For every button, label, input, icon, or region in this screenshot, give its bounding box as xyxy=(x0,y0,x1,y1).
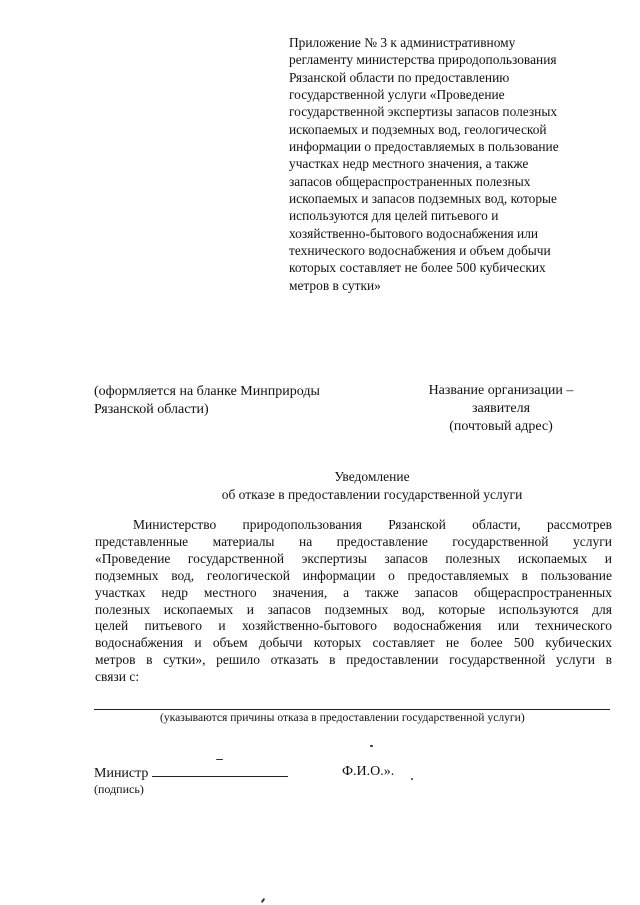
body-line: целей питьевого и хозяйственно-бытового водоснабжения или технического xyxy=(95,618,612,634)
reason-fill-line xyxy=(94,709,610,710)
appendix-line: участках недр местного значения, а также xyxy=(289,156,529,172)
scan-speck xyxy=(411,778,413,780)
letterhead-note-line: Рязанской области) xyxy=(94,401,209,417)
signature-row xyxy=(94,764,288,782)
body-line: полезных ископаемых и запасов подземных вод, которые используются для xyxy=(95,601,612,617)
signature-hint: (подпись) xyxy=(94,782,144,796)
body-line: представленные материалы на предоставление государственной услуги xyxy=(95,533,612,549)
document-title: Уведомление xyxy=(334,469,410,484)
body-line: связи с: xyxy=(95,669,140,685)
appendix-line: хозяйственно-бытового водоснабжения или xyxy=(289,225,539,241)
body-line: участках недр местного значения, а также запасов общераспространенных xyxy=(95,584,612,600)
scan-speck xyxy=(261,898,266,903)
recipient-line: Название организации – xyxy=(428,383,574,398)
appendix-line: регламенту министерства природопользования xyxy=(289,52,557,68)
body-line: Министерство природопользования Рязанской области, рассмотрев xyxy=(133,517,612,532)
appendix-heading xyxy=(289,34,609,294)
body-line: «Проведение государственной экспертизы запасов полезных ископаемых и xyxy=(95,550,612,566)
appendix-line: государственной услуги «Проведение xyxy=(289,87,505,103)
recipient-line: заявителя xyxy=(471,401,531,416)
recipient-address: (почтовый адрес) xyxy=(449,419,553,434)
document-subtitle: об отказе в предоставлении государственной услуги xyxy=(221,487,523,502)
appendix-line: метров в сутки» xyxy=(289,277,381,293)
body-line: метров в сутки», решило отказать в предоставлении государственной услуги в xyxy=(95,652,612,668)
appendix-line: используются для целей питьевого и xyxy=(289,208,499,224)
scan-speck xyxy=(370,745,373,747)
reason-hint: (указываются причины отказа в предоставлении государственной услуги) xyxy=(160,711,525,724)
appendix-line: Приложение № 3 к административному xyxy=(289,35,516,50)
recipient-block xyxy=(406,382,596,436)
signer-name-placeholder: Ф.И.О.». xyxy=(342,764,395,779)
letterhead-note-line: (оформляется на бланке Минприроды xyxy=(94,384,320,399)
scan-speck xyxy=(216,759,223,760)
appendix-line: государственной экспертизы запасов полезных xyxy=(289,104,558,120)
body-line: водоснабжения и объем добычи которых составляет не более 500 кубических xyxy=(95,635,612,651)
appendix-line: ископаемых и подземных вод, геологической xyxy=(289,121,547,137)
appendix-line: ископаемых и запасов подземных вод, которые xyxy=(289,191,557,207)
appendix-line: информации о предоставляемых в пользование xyxy=(289,139,559,155)
appendix-line: которых составляет не более 500 кубических xyxy=(289,260,546,276)
appendix-line: запасов общераспространенных полезных xyxy=(289,173,531,189)
appendix-line: технического водоснабжения и объем добычи xyxy=(289,243,551,259)
notice-body xyxy=(95,517,612,686)
body-line: подземных вод, геологической информации о предоставляемых в пользование xyxy=(95,567,612,583)
signature-underline xyxy=(152,764,288,777)
signer-role: Министр xyxy=(94,766,149,781)
letterhead-note xyxy=(94,383,320,418)
appendix-line: Рязанской области по предоставлению xyxy=(289,69,510,85)
